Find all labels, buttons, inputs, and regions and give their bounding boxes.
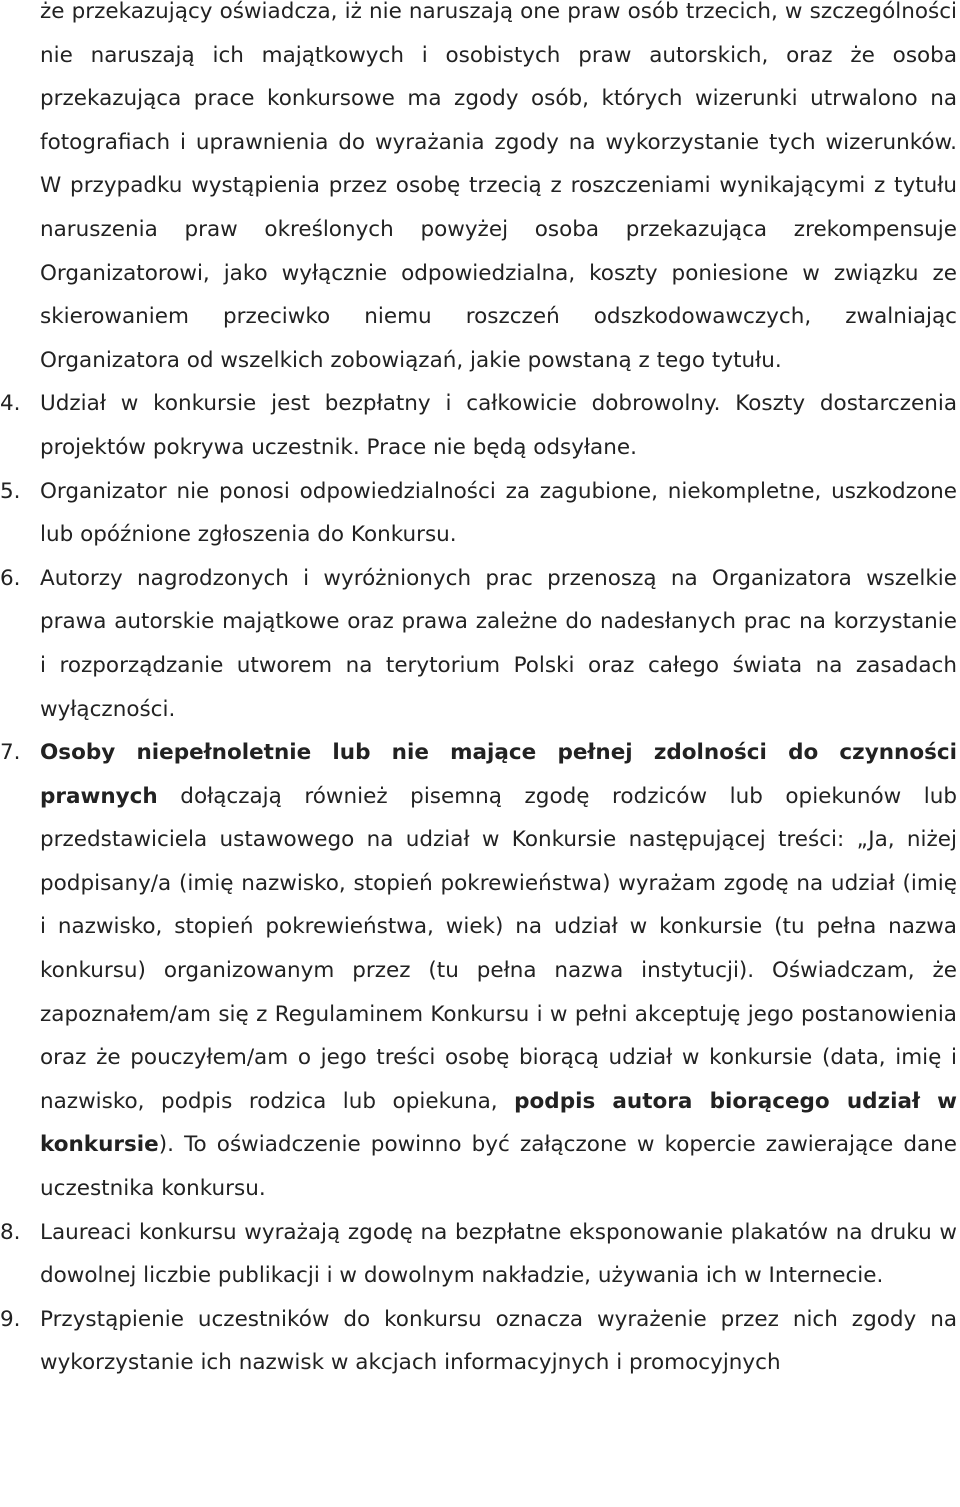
paragraph-text: Udział w konkursie jest bezpłatny i całkowicie dobrowolny. Koszty dostarczenia projektów pokrywa uczestnik. Prace nie będą odsyłane. (40, 391, 957, 460)
list-item-9 (0, 1298, 960, 1385)
list-item-7 (0, 731, 960, 1211)
list-item-5 (0, 470, 960, 557)
paragraph-text: Laureaci konkursu wyrażają zgodę na bezpłatne eksponowanie plakatów na druku w dowolnej liczbie publikacji i w dowolnym nakładzie, używania ich w Internecie. (40, 1219, 957, 1289)
list-item-8 (0, 1211, 960, 1298)
paragraph-text: ). To oświadczenie powinno być załączone w kopercie zawierające dane uczestnika konkursu. (40, 1132, 957, 1202)
list-number: 6. (0, 565, 21, 591)
list-number: 9. (0, 1306, 21, 1332)
paragraph-text: że przekazujący oświadcza, iż nie naruszają one praw osób trzecich, w szczególności nie naruszają ich majątkowych i osobistych praw autorskich, oraz że osoba przekazująca prace konkursowe ma zgody osób, których wizerunki utrwalono na fotografiach i uprawnienia do wyrażania zgody na wykorzystanie tych wizerunków. W przypadku wystąpienia przez osobę trzecią z roszczeniami wynikającymi z tytułu naruszenia praw określonych powyżej osoba przekazująca zrekompensuje Organizatorowi, jako wyłącznie odpowiedzialna, koszty poniesione w związku ze skierowaniem przeciwko niemu roszczeń odszkodowawczych, zwalniając Organizatora od wszelkich zobowiązań, jakie powstaną z tego tytułu. (40, 0, 957, 373)
list-number: 8. (0, 1219, 21, 1245)
list-item-4 (0, 382, 960, 469)
list-item-6 (0, 557, 960, 731)
paragraph-text: Organizator nie ponosi odpowiedzialności za zagubione, niekompletne, uszkodzone lub opóźnione zgłoszenia do Konkursu. (40, 478, 957, 548)
list-number: 7. (0, 740, 21, 766)
paragraph-text: Autorzy nagrodzonych i wyróżnionych prac przenoszą na Organizatora wszelkie prawa autorskie majątkowe oraz prawa zależne do nadesłanych prac na korzystanie i rozporządzanie utworem na terytorium Polski oraz całego świata na zasadach wyłączności. (40, 565, 957, 722)
paragraph-continuation (0, 0, 960, 382)
bold-text: podpis autora biorącego udział w konkursie (40, 1088, 957, 1158)
paragraph-text: Przystąpienie uczestników do konkursu oznacza wyrażenie przez nich zgody na wykorzystanie ich nazwisk w akcjach informacyjnych i promocyjnych (40, 1306, 957, 1376)
list-number: 5. (0, 478, 21, 504)
paragraph-text: dołączają również pisemną zgodę rodziców lub opiekunów lub przedstawiciela ustawowego na udział w Konkursie następującej treści: „Ja, niżej podpisany/a (imię nazwisko, stopień pokrewieństwa) wyrażam zgodę na udział (imię i nazwisko, stopień pokrewieństwa, wiek) na udział w konkursie (tu pełna nazwa konkursu) organizowanym przez (tu pełna nazwa instytucji). Oświadczam, że zapoznałem/am się z Regulaminem Konkursu i w pełni akceptuję jego postanowienia oraz że pouczyłem/am o jego treści osobę biorącą udział w konkursie (data, imię i nazwisko, podpis rodzica lub opiekuna, (40, 783, 957, 1114)
list-number: 4. (0, 391, 21, 417)
bold-text: Osoby niepełnoletnie lub nie mające pełnej zdolności do czynności prawnych (40, 740, 957, 809)
